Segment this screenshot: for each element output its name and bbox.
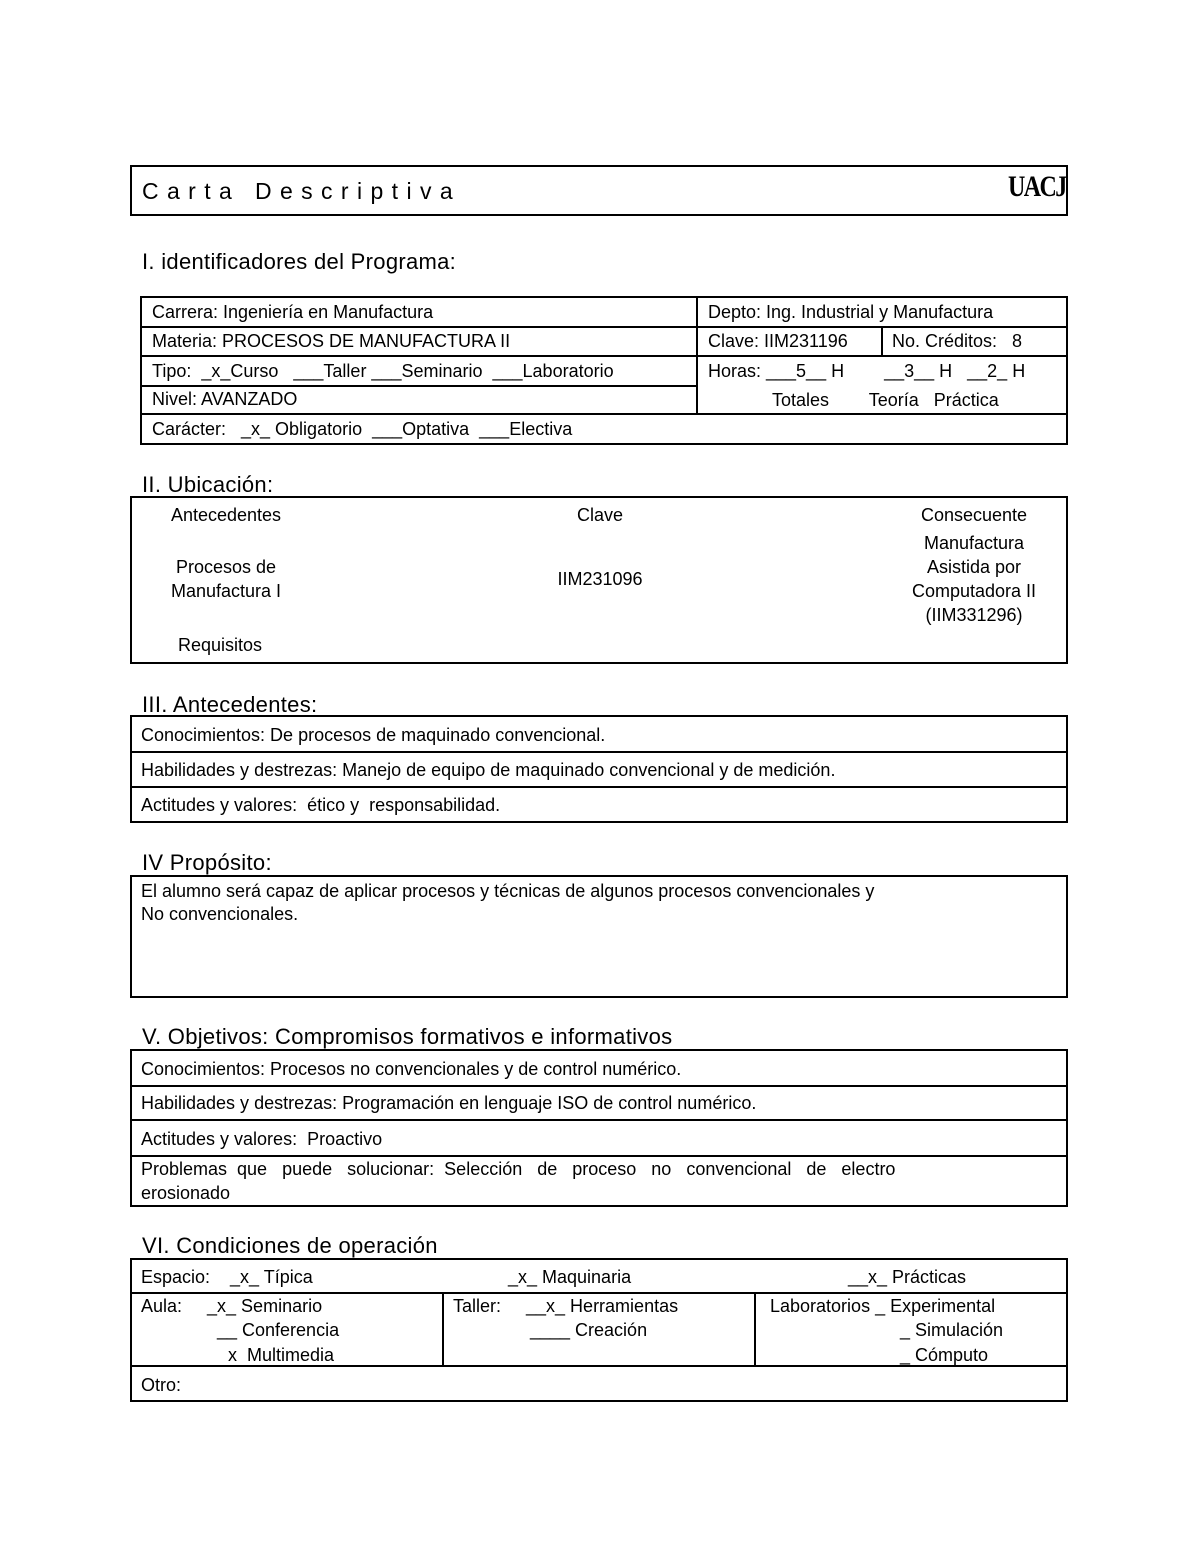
otro-field: Otro: xyxy=(141,1375,182,1395)
clave-field: Clave: IIM231196 xyxy=(708,331,848,351)
laboratorio-computo: _ Cómputo xyxy=(900,1345,989,1365)
consecuente-header: Consecuente xyxy=(920,505,1028,525)
objetivos-problemas-1: Problemas que puede solucionar: Selección de proceso no convencional de electro xyxy=(141,1159,896,1179)
section-6-heading: VI. Condiciones de operación xyxy=(142,1233,438,1258)
consecuente-name-2: Asistida por xyxy=(926,557,1022,577)
nivel-field: Nivel: AVANZADO xyxy=(152,389,298,409)
consecuente-name-3: Computadora II xyxy=(911,581,1037,601)
section-3-heading: III. Antecedentes: xyxy=(142,692,318,717)
requisitos-label: Requisitos xyxy=(178,635,263,655)
horas-field: Horas: ___5__ H __3__ H __2_ H xyxy=(708,361,1026,381)
uacj-logo: UACJ xyxy=(1008,170,1066,203)
antecedentes-conocimientos: Conocimientos: De procesos de maquinado convencional. xyxy=(141,725,606,745)
proposito-text-2: No convencionales. xyxy=(141,904,299,924)
proposito-text-1: El alumno será capaz de aplicar procesos y técnicas de algunos procesos convencionales y xyxy=(141,881,875,901)
clave-header: Clave xyxy=(576,505,624,525)
section-5-heading: V. Objetivos: Compromisos formativos e informativos xyxy=(142,1024,673,1049)
consecuente-name-1: Manufactura xyxy=(923,533,1025,553)
aula-seminario: Aula: _x_ Seminario xyxy=(141,1296,323,1316)
antecedentes-actitudes: Actitudes y valores: ético y responsabilidad. xyxy=(141,795,501,815)
depto-field: Depto: Ing. Industrial y Manufactura xyxy=(708,302,994,322)
espacio-practicas: __x_ Prácticas xyxy=(848,1267,967,1287)
laboratorio-experimental: Laboratorios _ Experimental xyxy=(770,1296,996,1316)
espacio-maquinaria: _x_ Maquinaria xyxy=(508,1267,632,1287)
espacio-tipica: Espacio: _x_ Típica xyxy=(141,1267,313,1287)
antecedente-name-2: Manufactura I xyxy=(170,581,282,601)
objetivos-conocimientos: Conocimientos: Procesos no convencionales y de control numérico. xyxy=(141,1059,682,1079)
laboratorio-simulacion: _ Simulación xyxy=(900,1320,1004,1340)
aula-multimedia: x Multimedia xyxy=(228,1345,335,1365)
consecuente-name-4: (IIM331296) xyxy=(925,605,1023,625)
creditos-field: No. Créditos: 8 xyxy=(892,331,1023,351)
antecedente-clave: IIM231096 xyxy=(557,569,643,589)
antecedente-name-1: Procesos de xyxy=(175,557,277,577)
materia-field: Materia: PROCESOS DE MANUFACTURA II xyxy=(152,331,511,351)
tipo-field: Tipo: _x_Curso ___Taller ___Seminario ___Laboratorio xyxy=(152,361,614,381)
antecedentes-habilidades: Habilidades y destrezas: Manejo de equipo de maquinado convencional y de medición. xyxy=(141,760,836,780)
section-4-heading: IV Propósito: xyxy=(142,850,272,875)
antecedentes-header: Antecedentes xyxy=(170,505,282,525)
page-title: C a r t a D e s c r i p t i v a xyxy=(142,178,454,204)
caracter-field: Carácter: _x_ Obligatorio ___Optativa ___Electiva xyxy=(152,419,573,439)
objetivos-actitudes: Actitudes y valores: Proactivo xyxy=(141,1129,383,1149)
aula-conferencia: __ Conferencia xyxy=(217,1320,340,1340)
section-2-heading: II. Ubicación: xyxy=(142,472,274,497)
horas-labels: Totales Teoría Práctica xyxy=(772,390,999,410)
objetivos-problemas-2: erosionado xyxy=(141,1183,231,1203)
carrera-field: Carrera: Ingeniería en Manufactura xyxy=(152,302,434,322)
section-1-heading: I. identificadores del Programa: xyxy=(142,249,457,274)
taller-creacion: ____ Creación xyxy=(530,1320,648,1340)
objetivos-habilidades: Habilidades y destrezas: Programación en lenguaje ISO de control numérico. xyxy=(141,1093,757,1113)
taller-herramientas: Taller: __x_ Herramientas xyxy=(453,1296,679,1316)
